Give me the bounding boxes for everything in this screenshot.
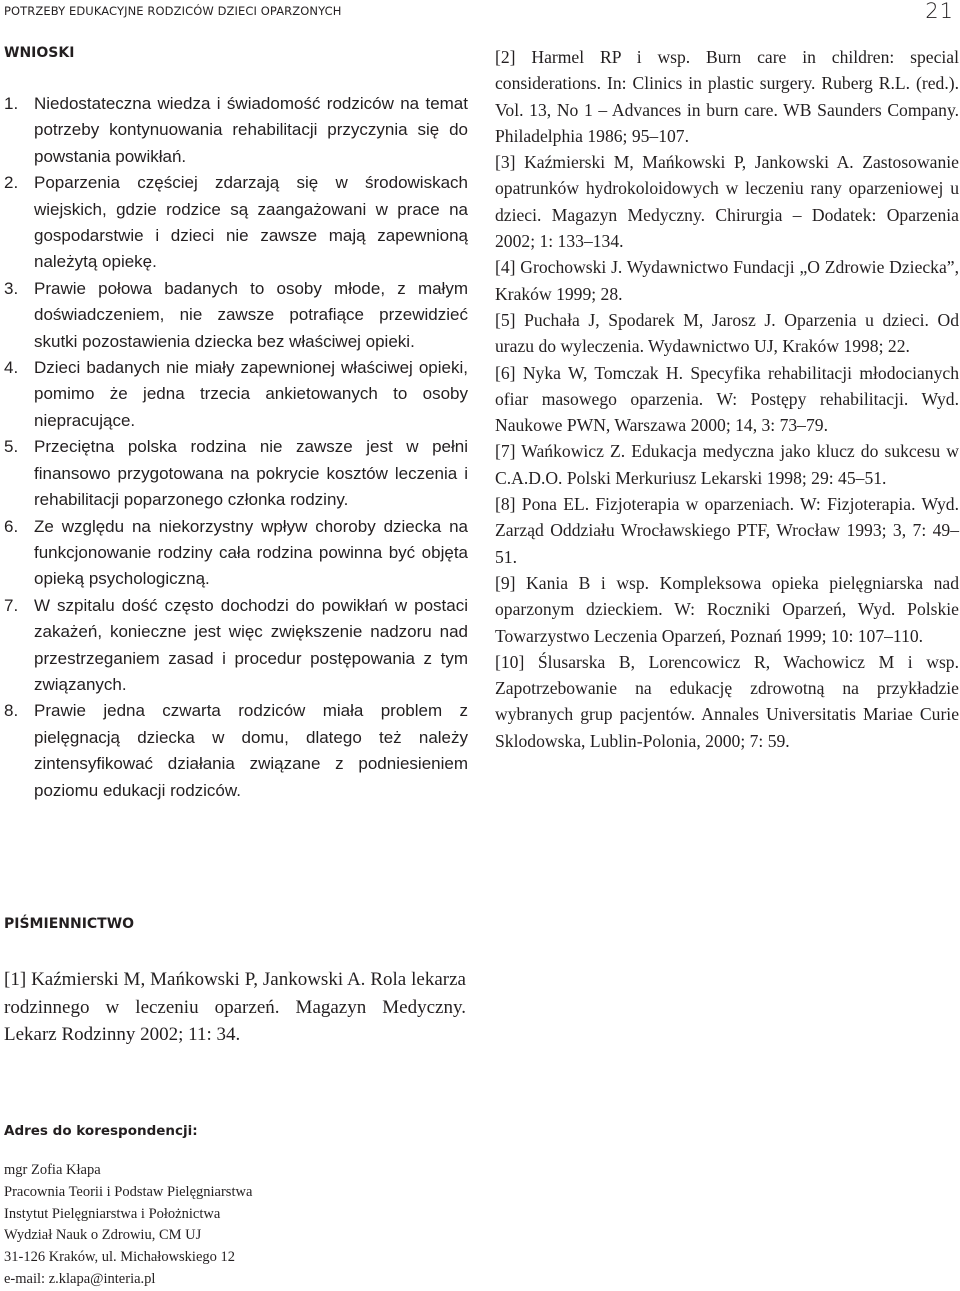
conclusion-text: Ze względu na niekorzystny wpływ choroby dziecka na funkcjonowanie rodziny cała rodzina powinna być objęta opieką psychologiczną. bbox=[34, 516, 468, 589]
correspondence-heading: Adres do korespondencji: bbox=[4, 1123, 198, 1139]
conclusion-item bbox=[4, 593, 468, 699]
conclusion-text: Poparzenia częściej zdarzają się w środowiskach wiejskich, gdzie rodzice są zaangażowani w prace na gospodarstwie i dzieci nie zawsze mają zapewnioną należytą opiekę. bbox=[34, 173, 468, 272]
conclusion-text: Niedostateczna wiedza i świadomość rodziców na temat potrzeby kontynuowania rehabilitacji przyczynia się do powstania powikłań. bbox=[34, 94, 468, 166]
conclusion-number: 7. bbox=[4, 595, 19, 615]
reference-item: [7] Wańkowicz Z. Edukacja medyczna jako klucz do sukcesu w C.A.D.O. Polski Merkuriusz Lekarski 1998; 29: 45–51. bbox=[495, 441, 959, 488]
conclusion-number: 8. bbox=[4, 701, 19, 721]
conclusion-number: 2. bbox=[4, 173, 19, 193]
conclusion-text: Prawie jedna czwarta rodziców miała problem z pielęgnacją dziecka w domu, dlatego też należy zintensyfikować działania związane z podniesieniem poziomu edukacji rodziców. bbox=[34, 701, 468, 800]
address-line: Instytut Pielęgniarstwa i Położnictwa bbox=[4, 1205, 221, 1222]
address-line: Pracownia Teorii i Podstaw Pielęgniarstwa bbox=[4, 1183, 253, 1200]
reference-item: [1] Kaźmierski M, Mańkowski P, Jankowski A. Rola lekarza rodzinnego w leczeniu oparzeń. Magazyn Medyczny. Lekarz Rodzinny 2002; 11: 34. bbox=[4, 969, 466, 1045]
reference-item: [3] Kaźmierski M, Mańkowski P, Jankowski A. Zastosowanie opatrunków hydrokoloidowych w leczeniu rany oparzeniowej u dzieci. Magazyn Medyczny. Chirurgia – Dodatek: Oparzenia 2002; 1: 133–134. bbox=[495, 152, 959, 252]
reference-item: [5] Puchała J, Spodarek M, Jarosz J. Oparzenia u dzieci. Od urazu do wyleczenia. Wydawnictwo UJ, Kraków 1998; 22. bbox=[495, 309, 959, 357]
reference-item: [8] Pona EL. Fizjoterapia w oparzeniach. W: Fizjoterapia. Wyd. Zarząd Oddziału Wrocławskiego PTF, Wrocław 1993; 3, 7: 49–51. bbox=[495, 494, 959, 567]
page-number: 21 bbox=[925, 0, 954, 23]
conclusion-number: 5. bbox=[4, 437, 19, 457]
conclusion-text: Przeciętna polska rodzina nie zawsze jest w pełni finansowo przygotowana na pokrycie kosztów leczenia i rehabilitacji poparzonego członka rodziny. bbox=[34, 437, 468, 510]
reference-item: [9] Kania B i wsp. Kompleksowa opieka pielęgniarska nad oparzonym dzieckiem. W: Roczniki Oparzeń, Wyd. Polskie Towarzystwo Leczenia Oparzeń, Poznań 1999; 10: 107–110. bbox=[495, 572, 959, 646]
references-heading: PIŚMIENNICTWO bbox=[4, 916, 135, 932]
conclusion-number: 3. bbox=[4, 278, 19, 298]
conclusion-item bbox=[4, 434, 468, 513]
conclusion-text: Prawie połowa badanych to osoby młode, z małym doświadczeniem, nie zawsze potrafiące przewidzieć skutki pozostawienia dziecka bez właściwej opieki. bbox=[34, 278, 468, 351]
conclusion-number: 1. bbox=[4, 94, 19, 113]
conclusion-text: Dzieci badanych nie miały zapewnionej właściwej opieki, pomimo że jedna trzecia ankietowanych to osoby niepracujące. bbox=[34, 358, 468, 430]
address-line: 31-126 Kraków, ul. Michałowskiego 12 bbox=[4, 1249, 236, 1266]
conclusions-list bbox=[4, 91, 468, 804]
conclusion-item bbox=[4, 698, 468, 804]
conclusion-text: W szpitalu dość często dochodzi do powikłań w postaci zakażeń, konieczne jest więc zwiększenie nadzoru nad przestrzeganiem zasad i procedur postępowania z tym związanych. bbox=[34, 595, 468, 694]
conclusion-item bbox=[4, 91, 468, 170]
references-list-continued bbox=[495, 44, 959, 754]
running-title: POTRZEBY EDUKACYJNE RODZICÓW DZIECI OPARZONYCH bbox=[4, 4, 342, 18]
conclusion-item bbox=[4, 355, 468, 434]
conclusion-item bbox=[4, 276, 468, 355]
address-line: Wydział Nauk o Zdrowiu, CM UJ bbox=[4, 1227, 202, 1244]
address-email: e-mail: z.klapa@interia.pl bbox=[4, 1270, 156, 1287]
conclusion-number: 4. bbox=[4, 358, 19, 378]
conclusion-number: 6. bbox=[4, 516, 19, 536]
reference-item: [4] Grochowski J. Wydawnictwo Fundacji „O Zdrowie Dziecka”, Kraków 1999; 28. bbox=[495, 257, 959, 304]
conclusion-item bbox=[4, 170, 468, 276]
address-name: mgr Zofia Kłapa bbox=[4, 1162, 101, 1178]
conclusion-item bbox=[4, 514, 468, 593]
correspondence-address bbox=[4, 1160, 252, 1291]
reference-item: [10] Ślusarska B, Lorencowicz R, Wachowicz M i wsp. Zapotrzebowanie na edukację zdrowotną na przykładzie wybranych grup pacjentów. Annales Universitatis Mariae Curie Sklodowska, Lublin-Polonia, 2000; 7: 59. bbox=[495, 651, 959, 751]
references-list bbox=[4, 966, 466, 1049]
conclusions-heading: WNIOSKI bbox=[4, 45, 75, 61]
reference-item: [2] Harmel RP i wsp. Burn care in children: special considerations. In: Clinics in plastic surgery. Ruberg R.L. (red.). Vol. 13, No 1 – Advances in burn care. WB Saunders Company. Philadelphia 1986; 95–107. bbox=[495, 47, 959, 146]
reference-item: [6] Nyka W, Tomczak H. Specyfika rehabilitacji młodocianych ofiar masowego oparzenia. W: Postępy rehabilitacji. Wyd. Naukowe PWN, Warszawa 2000; 14, 3: 73–79. bbox=[495, 362, 959, 436]
